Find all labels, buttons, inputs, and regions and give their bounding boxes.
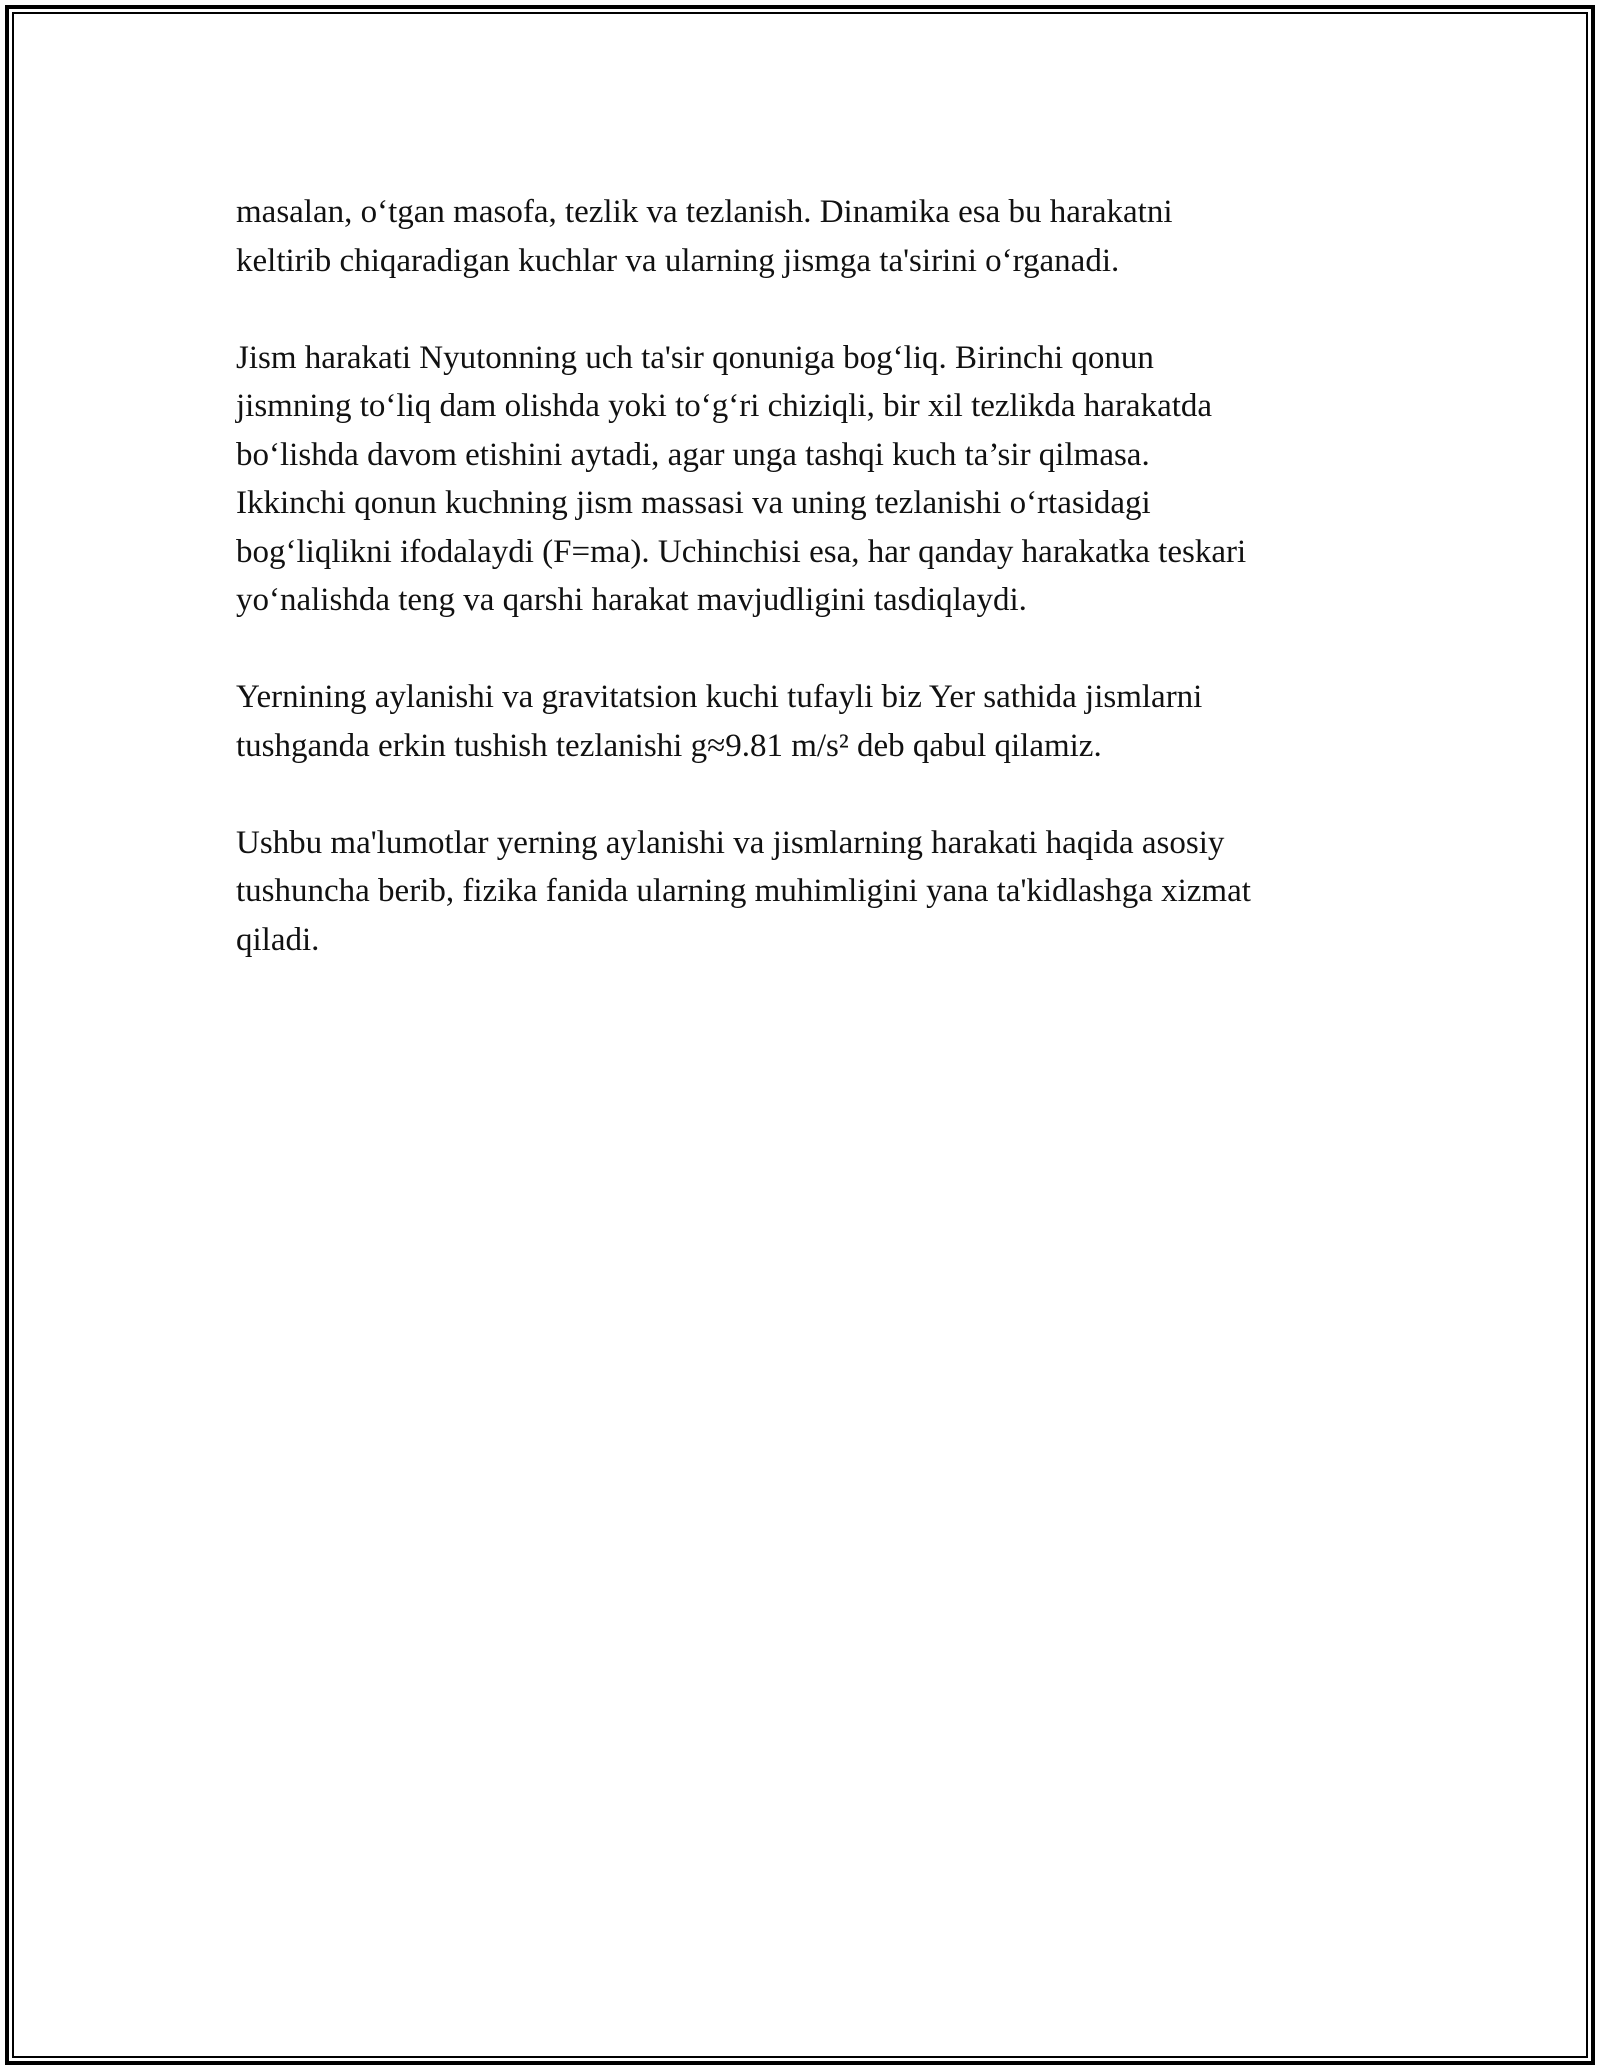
text-line: bo‘lishda davom etishini aytadi, agar unga tashqi kuch ta’sir qilmasa. [236, 436, 1150, 473]
paragraph-4 [236, 819, 1386, 965]
text-line: Yernining aylanishi va gravitatsion kuchi tufayli biz Yer sathida jismlarni [236, 679, 1203, 715]
text-line: Ushbu ma'lumotlar yerning aylanishi va jismlarning harakati haqida asosiy [236, 824, 1225, 861]
text-line: masalan, o‘tgan masofa, tezlik va tezlanish. Dinamika esa bu harakatni [236, 194, 1173, 230]
text-line: yo‘nalishda teng va qarshi harakat mavjudligini tasdiqlaydi. [236, 582, 1027, 618]
text-line: keltirib chiqaradigan kuchlar va ularning jismga ta'sirini o‘rganadi. [236, 242, 1120, 279]
paragraph-1 [236, 188, 1386, 285]
text-line: tushuncha berib, fizika fanida ularning muhimligini yana ta'kidlashga xizmat [236, 873, 1251, 909]
paragraph-3 [236, 673, 1386, 770]
text-line: Jism harakati Nyutonning uch ta'sir qonuniga bog‘liq. Birinchi qonun [236, 339, 1154, 376]
paragraph-2 [236, 334, 1386, 625]
text-line: tushganda erkin tushish tezlanishi g≈9.81 m/s² deb qabul qilamiz. [236, 727, 1102, 764]
text-line: jismning to‘liq dam olishda yoki to‘g‘ri chiziqli, bir xil tezlikda harakatda [236, 388, 1213, 424]
text-line: qiladi. [236, 921, 320, 958]
text-line: Ikkinchi qonun kuchning jism massasi va uning tezlanishi o‘rtasidagi [236, 485, 1151, 521]
text-line: bog‘liqlikni ifodalaydi (F=ma). Uchinchisi esa, har qanday harakatka teskari [236, 533, 1247, 570]
document-body [236, 188, 1386, 1013]
